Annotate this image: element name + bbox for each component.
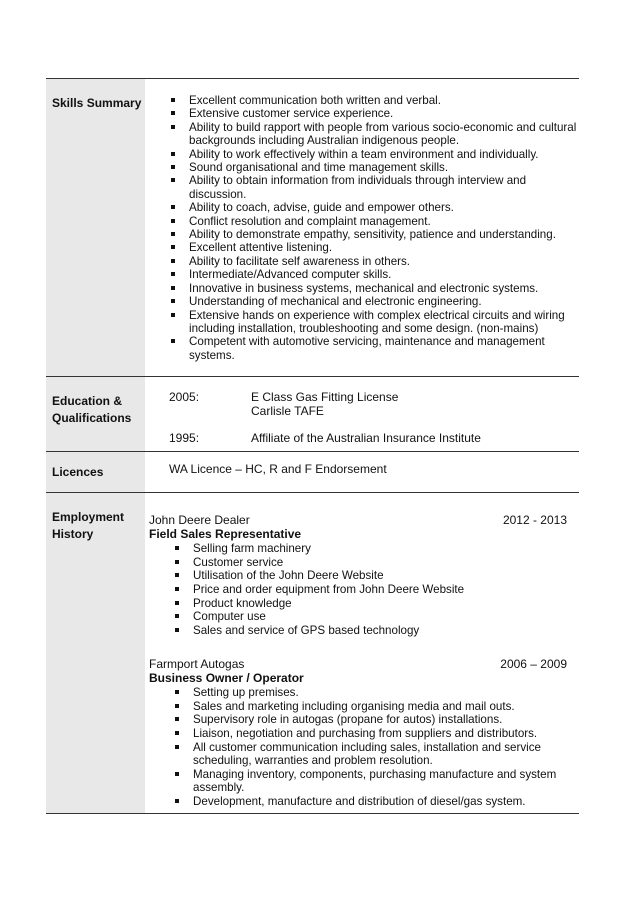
job-duties (149, 542, 567, 637)
list-item: Development, manufacture and distribution of diesel/gas system. (149, 795, 567, 809)
list-item: Ability to build rapport with people from various socio-economic and cultural backgrounds including Australian indigenous people. (145, 121, 579, 148)
skills-label: Skills Summary (46, 79, 145, 376)
licences-label: Licences (46, 452, 145, 492)
education-content (145, 377, 579, 451)
list-item: Competent with automotive servicing, maintenance and management systems. (145, 335, 579, 362)
education-entry-sub (169, 404, 579, 418)
list-item: Sound organisational and time management skills. (145, 161, 579, 174)
education-entry (169, 390, 579, 404)
education-institution: Carlisle TAFE (251, 404, 324, 419)
list-item: Customer service (149, 556, 567, 570)
list-item: Liaison, negotiation and purchasing from suppliers and distributors. (149, 727, 567, 741)
list-item: Selling farm machinery (149, 542, 567, 556)
list-item: Intermediate/Advanced computer skills. (145, 268, 579, 281)
job-title: Field Sales Representative (149, 527, 302, 542)
skills-content (145, 79, 579, 376)
resume-page (46, 78, 579, 814)
job-duties (149, 686, 567, 808)
list-item: All customer communication including sales, installation and service scheduling, warranties and problem resolution. (149, 741, 567, 768)
job-entry (149, 657, 567, 808)
list-item: Utilisation of the John Deere Website (149, 569, 567, 583)
job-employer: John Deere Dealer (149, 513, 250, 528)
education-entry (169, 431, 579, 445)
education-section (46, 376, 579, 451)
licences-section (46, 451, 579, 492)
list-item: Innovative in business systems, mechanical and electronic systems. (145, 282, 579, 295)
list-item: Extensive hands on experience with complex electrical circuits and wiring including installation, troubleshooting and some design. (non-mains) (145, 309, 579, 336)
education-title: Affiliate of the Australian Insurance Institute (251, 431, 481, 446)
list-item: Extensive customer service experience. (145, 107, 579, 120)
job-dates: 2012 - 2013 (502, 513, 567, 528)
job-dates: 2006 – 2009 (500, 657, 567, 672)
employment-content (145, 493, 579, 813)
job-title: Business Owner / Operator (149, 671, 304, 686)
list-item: Ability to obtain information from individuals through interview and discussion. (145, 174, 579, 201)
job-entry (149, 513, 567, 637)
list-item: Sales and service of GPS based technology (149, 624, 567, 638)
job-employer: Farmport Autogas (149, 657, 245, 672)
list-item: Understanding of mechanical and electronic engineering. (145, 295, 579, 308)
list-item: Managing inventory, components, purchasing manufacture and system assembly. (149, 768, 567, 795)
education-label: Education & Qualifications (46, 377, 145, 451)
employment-section (46, 492, 579, 814)
licences-content: WA Licence – HC, R and F Endorsement (169, 462, 387, 477)
education-year: 2005: (169, 390, 200, 405)
employment-label: Employment History (46, 493, 145, 813)
skills-section (46, 78, 579, 376)
list-item: Ability to facilitate self awareness in others. (145, 255, 579, 268)
list-item: Supervisory role in autogas (propane for autos) installations. (149, 713, 567, 727)
education-year: 1995: (169, 431, 200, 446)
list-item: Conflict resolution and complaint management. (145, 215, 579, 228)
list-item: Price and order equipment from John Deere Website (149, 583, 567, 597)
list-item: Computer use (149, 610, 567, 624)
list-item: Ability to work effectively within a team environment and individually. (145, 148, 579, 161)
education-title: E Class Gas Fitting License (251, 390, 399, 405)
list-item: Product knowledge (149, 597, 567, 611)
list-item: Excellent attentive listening. (145, 241, 579, 254)
list-item: Ability to demonstrate empathy, sensitivity, patience and understanding. (145, 228, 579, 241)
list-item: Sales and marketing including organising media and mail outs. (149, 700, 567, 714)
list-item: Setting up premises. (149, 686, 567, 700)
list-item: Excellent communication both written and verbal. (145, 94, 579, 107)
list-item: Ability to coach, advise, guide and empower others. (145, 201, 579, 214)
skills-list (145, 94, 579, 362)
